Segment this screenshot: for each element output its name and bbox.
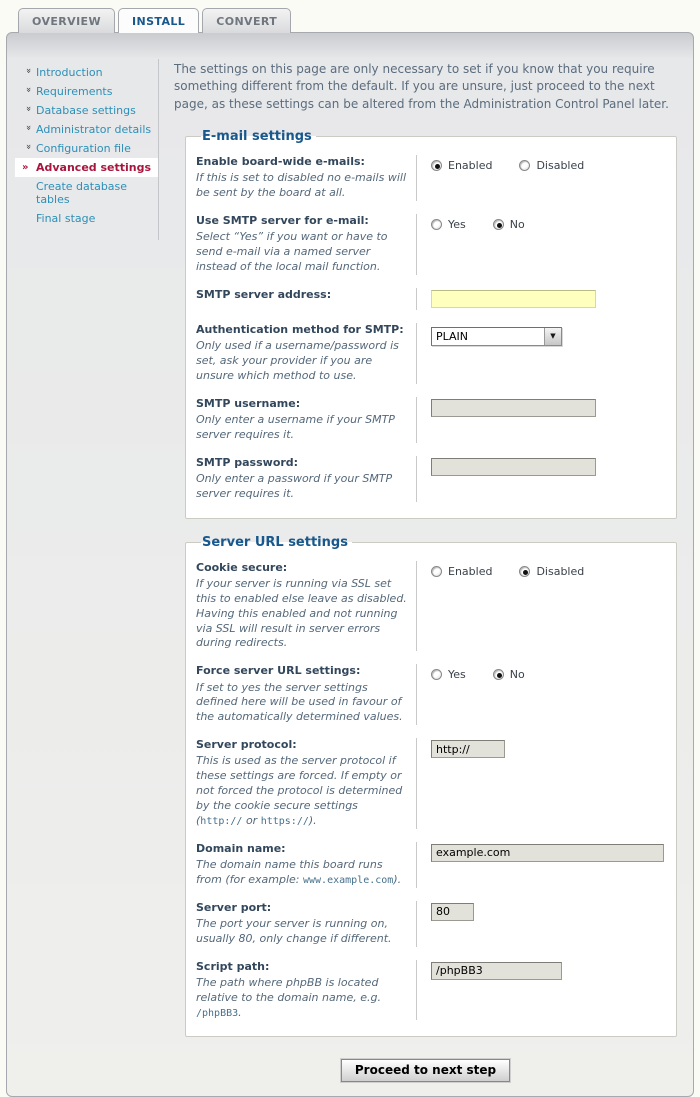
radio-button[interactable] (431, 219, 442, 230)
setting-row-left (196, 214, 416, 275)
setting-row-left (196, 664, 416, 725)
setting-row-smtp-server-address (196, 281, 664, 316)
sidebar-item-administrator-details[interactable] (15, 120, 158, 139)
field-label: Server port: (196, 900, 272, 914)
enable-board-emails-radio-enabled[interactable] (431, 159, 492, 172)
setting-row-left (196, 323, 416, 384)
setting-row-control (416, 397, 664, 443)
tab-convert[interactable]: CONVERT (202, 8, 291, 33)
fieldset-e-mail-settings (185, 129, 677, 519)
setting-row-smtp-password (196, 449, 664, 508)
setting-row-control (416, 456, 664, 502)
sidebar-item-introduction[interactable] (15, 63, 158, 82)
setting-row-left (196, 901, 416, 947)
setting-row-control (416, 323, 664, 384)
sidebar-item-label: Create database tables (36, 180, 128, 206)
setting-row-cookie-secure (196, 554, 664, 658)
install-panel (6, 32, 694, 1097)
setting-row-script-path (196, 953, 664, 1027)
setting-row-control (416, 214, 664, 275)
setting-row-left (196, 738, 416, 829)
tab-overview[interactable]: OVERVIEW (18, 8, 115, 33)
sidebar-item-label: Configuration file (36, 142, 131, 155)
chevron-down-icon: » (23, 125, 33, 131)
setting-row-left (196, 397, 416, 443)
sidebar-item-database-settings[interactable] (15, 101, 158, 120)
sidebar (7, 59, 159, 1082)
radio-button[interactable] (431, 669, 442, 680)
enable-board-emails-radio-group (431, 157, 664, 172)
dropdown-arrow-icon[interactable]: ▼ (544, 328, 561, 345)
field-description: Select “Yes” if you want or have to send e-mail via a named server instead of the local mail function. (196, 230, 388, 274)
field-label: SMTP password: (196, 455, 299, 469)
cookie-secure-radio-enabled[interactable] (431, 565, 492, 578)
tab-install[interactable]: INSTALL (118, 8, 199, 33)
setting-row-use-smtp-server (196, 207, 664, 281)
setting-row-left (196, 288, 416, 310)
setting-row-control (416, 664, 664, 725)
radio-option-label: Enabled (448, 564, 493, 578)
setting-row-smtp-username (196, 390, 664, 449)
radio-button[interactable] (431, 566, 442, 577)
use-smtp-server-radio-group (431, 216, 664, 231)
fieldset-server-url-settings (185, 535, 677, 1038)
field-label: SMTP username: (196, 396, 301, 410)
setting-row-server-port (196, 894, 664, 953)
field-label: Use SMTP server for e-mail: (196, 214, 369, 228)
select-value: PLAIN (436, 329, 469, 343)
proceed-button[interactable]: Proceed to next step (341, 1059, 510, 1082)
sidebar-item-requirements[interactable] (15, 82, 158, 101)
field-label: SMTP server address: (196, 287, 332, 301)
setting-row-control (416, 901, 664, 947)
setting-row-smtp-auth-method (196, 316, 664, 390)
fieldset-legend: Server URL settings (202, 534, 348, 550)
radio-option-label: Yes (448, 218, 466, 232)
field-description: Only enter a username if your SMTP server requires it. (196, 413, 395, 441)
sidebar-item-label: Requirements (36, 85, 113, 98)
field-description: Only enter a password if your SMTP server requires it. (196, 472, 393, 500)
sidebar-item-label: Administrator details (36, 123, 152, 136)
setting-row-control (416, 960, 664, 1021)
field-description: This is used as the server protocol if these settings are forced. If empty or not forced the protocol is determined by the cookie secure settings (http:// or https://). (196, 754, 403, 827)
setting-row-control (416, 738, 664, 829)
sidebar-item-configuration-file[interactable] (15, 139, 158, 158)
field-label: Force server URL settings: (196, 664, 361, 678)
setting-row-control (416, 561, 664, 652)
setting-row-control (416, 155, 664, 201)
server-protocol-input[interactable] (431, 740, 505, 758)
setting-row-left (196, 155, 416, 201)
script-path-input[interactable] (431, 962, 562, 980)
setting-row-force-server-url (196, 657, 664, 731)
force-server-url-radio-no[interactable] (493, 668, 525, 681)
radio-button[interactable] (519, 160, 530, 171)
cookie-secure-radio-disabled[interactable] (519, 565, 584, 578)
setting-row-domain-name (196, 835, 664, 894)
force-server-url-radio-group (431, 666, 664, 681)
use-smtp-server-radio-yes[interactable] (431, 218, 466, 231)
submit-row (174, 1059, 677, 1082)
radio-option-label: Disabled (536, 564, 585, 578)
radio-option-label: Yes (448, 668, 466, 682)
enable-board-emails-radio-disabled[interactable] (519, 159, 584, 172)
inline-code: www.example.com (303, 874, 394, 886)
field-label: Script path: (196, 959, 270, 973)
field-description: Only used if a username/password is set, ask your provider if you are unsure which method to use. (196, 339, 399, 382)
server-port-input[interactable] (431, 903, 474, 921)
arrow-right-icon: » (22, 162, 29, 173)
sidebar-item-create-database-tables[interactable] (15, 177, 158, 209)
inline-code: /phpBB3 (196, 1007, 239, 1019)
sidebar-item-label: Advanced settings (36, 161, 152, 174)
tab-bar (18, 8, 694, 33)
settings-form (174, 129, 677, 1037)
setting-row-enable-board-emails (196, 148, 664, 207)
cookie-secure-radio-group (431, 563, 664, 578)
chevron-down-icon: » (23, 87, 33, 93)
setting-row-left (196, 960, 416, 1021)
radio-option-label: Enabled (448, 159, 493, 173)
field-description: The domain name this board runs from (for example: www.example.com). (196, 857, 402, 886)
setting-row-left (196, 456, 416, 502)
setting-row-server-protocol (196, 731, 664, 835)
sidebar-item-advanced-settings[interactable] (15, 158, 158, 177)
field-description: The port your server is running on, usually 80, only change if different. (196, 916, 392, 945)
field-description: If your server is running via SSL set this to enabled else leave as disabled. Having this enabled and not running via SSL will result in server errors during redirects. (196, 577, 407, 650)
radio-option-label: No (509, 218, 525, 232)
radio-button[interactable] (431, 160, 442, 171)
chevron-down-icon: » (23, 106, 33, 112)
sidebar-item-label: Final stage (36, 212, 96, 225)
smtp-username-input[interactable] (431, 399, 596, 417)
field-description: If this is set to disabled no e-mails will be sent by the board at all. (196, 171, 407, 200)
smtp-auth-method-select[interactable] (431, 327, 562, 346)
radio-button[interactable] (493, 669, 504, 680)
chevron-down-icon: » (23, 144, 33, 150)
fieldset-legend: E-mail settings (202, 129, 312, 145)
main-content (159, 59, 699, 1082)
radio-button[interactable] (493, 219, 504, 230)
field-description: The path where phpBB is located relative to the domain name, e.g. /phpBB3. (196, 975, 381, 1019)
field-label: Enable board-wide e-mails: (196, 155, 365, 169)
force-server-url-radio-yes[interactable] (431, 668, 466, 681)
field-label: Server protocol: (196, 738, 297, 752)
field-description: If set to yes the server settings defined here will be used in favour of the automatically determined values. (196, 680, 403, 724)
field-label: Cookie secure: (196, 560, 288, 574)
sidebar-item-label: Introduction (36, 66, 103, 79)
install-steps-menu (15, 59, 159, 240)
smtp-password-input[interactable] (431, 458, 596, 476)
chevron-down-icon: » (23, 68, 33, 74)
inline-code: http:// (200, 815, 243, 827)
field-label: Authentication method for SMTP: (196, 322, 404, 336)
domain-name-input[interactable] (431, 844, 664, 862)
intro-paragraph: The settings on this page are only necessary to set if you know that you require something different from the default. If you are unsure, just proceed to the next page, as these settings can be altered from the Administration Control Panel later. (174, 62, 669, 111)
setting-row-control (416, 842, 664, 888)
setting-row-left (196, 561, 416, 652)
setting-row-left (196, 842, 416, 888)
setting-row-control (416, 288, 664, 310)
sidebar-item-label: Database settings (36, 104, 136, 117)
radio-button[interactable] (519, 566, 530, 577)
radio-option-label: Disabled (536, 159, 585, 173)
radio-option-label: No (509, 668, 525, 682)
field-label: Domain name: (196, 841, 286, 855)
smtp-server-address-input[interactable] (431, 290, 596, 308)
sidebar-item-final-stage[interactable] (15, 209, 158, 228)
use-smtp-server-radio-no[interactable] (493, 218, 525, 231)
inline-code: https:// (260, 815, 309, 827)
